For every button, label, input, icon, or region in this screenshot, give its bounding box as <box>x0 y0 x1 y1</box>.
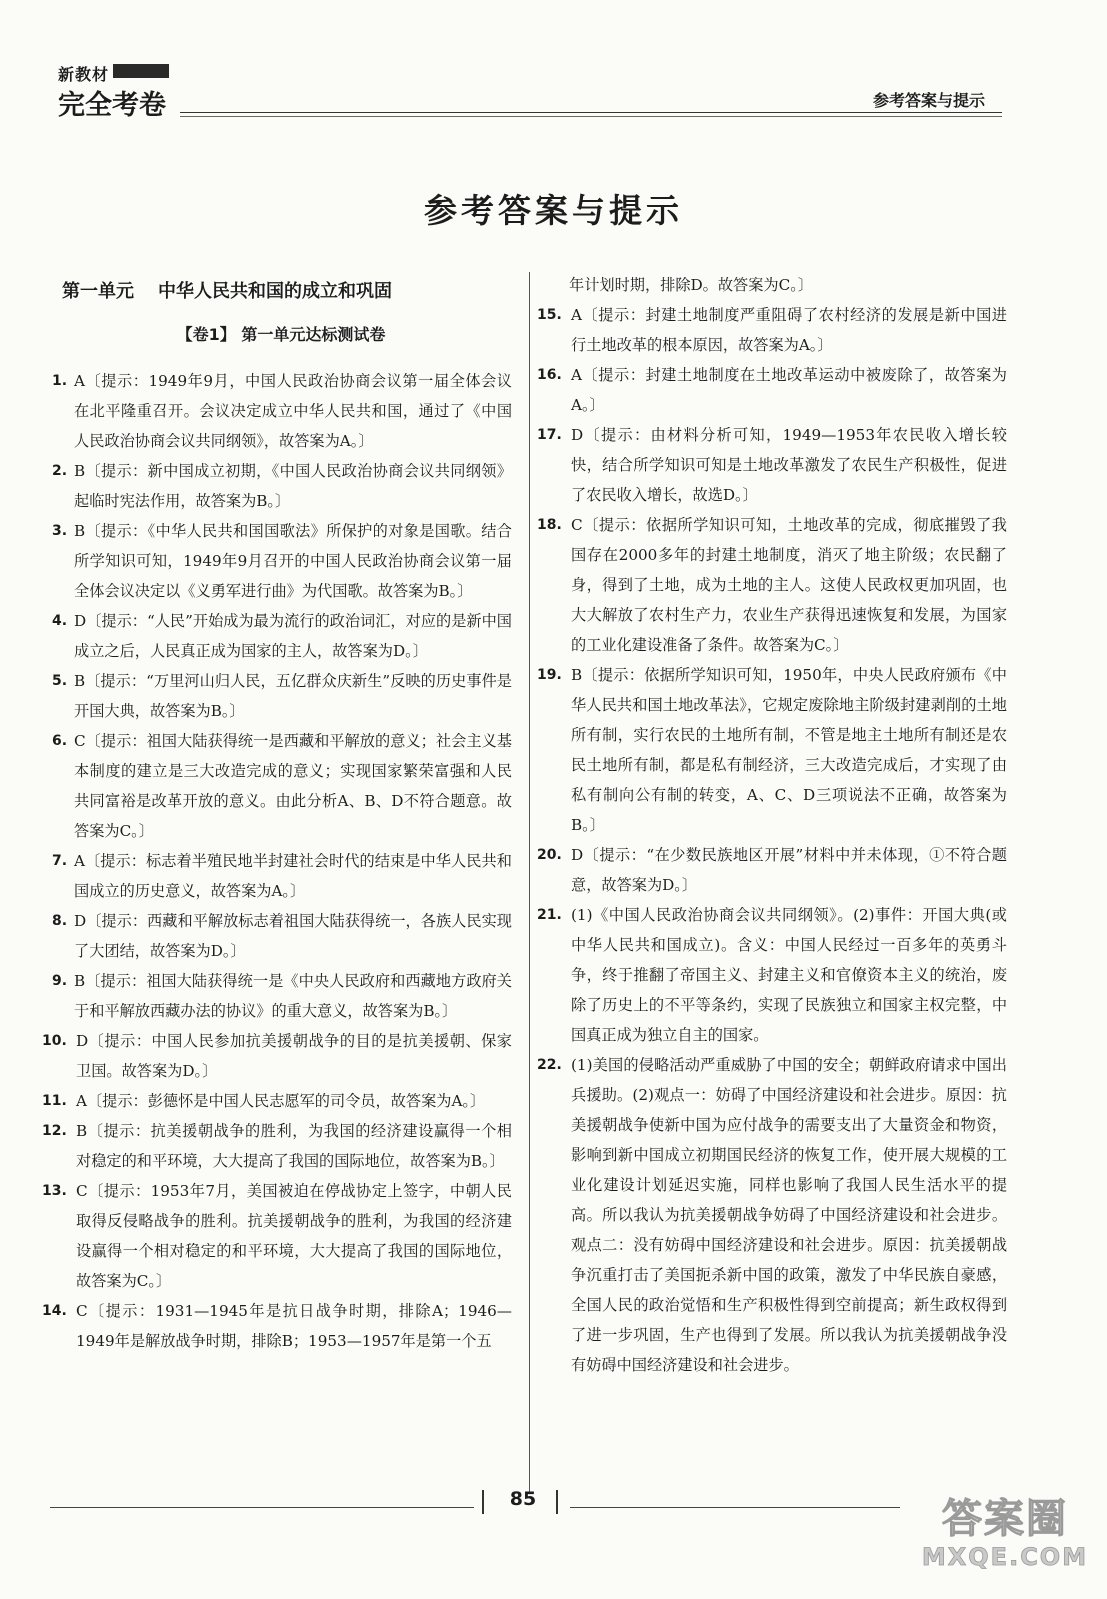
answer-item-18 <box>537 510 1007 660</box>
footer-bar-right <box>556 1490 558 1514</box>
item-number: 16. <box>537 367 562 383</box>
answer-item-19 <box>537 660 1007 840</box>
item-text: A〔提示：标志着半殖民地半封建社会时代的结束是中华人民共和国成立的历史意义，故答案为A。〕 <box>74 852 512 900</box>
item-text: B〔提示：祖国大陆获得统一是《中央人民政府和西藏地方政府关于和平解放西藏办法的协议》的重大意义，故答案为B。〕 <box>74 972 512 1020</box>
unit-label: 第一单元 <box>62 281 134 302</box>
item-text: C〔提示：祖国大陆获得统一是西藏和平解放的意义；社会主义基本制度的建立是三大改造完成的意义；实现国家繁荣富强和人民共同富裕是改革开放的意义。由此分析A、B、D不符合题意。故答案为C。〕 <box>74 732 512 840</box>
right-column <box>537 270 1007 1380</box>
answer-item-22 <box>537 1050 1007 1380</box>
answer-item-2 <box>50 456 512 516</box>
item-text: A〔提示：封建土地制度严重阻碍了农村经济的发展是新中国进行土地改革的根本原因，故答案为A。〕 <box>571 306 1007 354</box>
answer-item-15 <box>537 300 1007 360</box>
answer-item-21 <box>537 900 1007 1050</box>
watermark-sub-text: MXQE.COM <box>921 1543 1089 1571</box>
watermark-main-text: 答案圈 <box>942 1496 1068 1542</box>
item-number: 22. <box>537 1057 562 1073</box>
header-rule <box>180 112 1002 113</box>
item-text: B〔提示：新中国成立初期，《中国人民政治协商会议共同纲领》起临时宪法作用，故答案为B。〕 <box>74 462 512 510</box>
item-number: 3. <box>52 523 68 539</box>
item-number: 4. <box>52 613 68 629</box>
item-number: 5. <box>52 673 68 689</box>
brand-logo <box>58 62 169 122</box>
answer-item-16 <box>537 360 1007 420</box>
item-number: 10. <box>42 1033 67 1049</box>
item-number: 13. <box>42 1183 67 1199</box>
item-number: 11. <box>42 1093 67 1109</box>
answer-item-8 <box>50 906 512 966</box>
answer-item-12 <box>42 1116 512 1176</box>
brand-small-text: 新教材 <box>58 65 110 84</box>
answer-item-20 <box>537 840 1007 900</box>
answer-item-10 <box>42 1026 512 1086</box>
answer-item-13 <box>42 1176 512 1296</box>
header-rule-thin <box>180 116 1002 117</box>
running-header: 参考答案与提示 <box>872 91 985 110</box>
item-number: 17. <box>537 427 562 443</box>
item-text: C〔提示：1953年7月，美国被迫在停战协定上签字，中朝人民取得反侵略战争的胜利。抗美援朝战争的胜利，为我国的经济建设赢得一个相对稳定的和平环境，大大提高了我国的国际地位，故答案为C。〕 <box>76 1182 512 1290</box>
answer-item-3 <box>50 516 512 606</box>
item-number: 21. <box>537 907 562 923</box>
item-text: A〔提示：彭德怀是中国人民志愿军的司令员，故答案为A。〕 <box>76 1092 486 1110</box>
page-number: 85 <box>509 1488 537 1510</box>
item-text: D〔提示：“在少数民族地区开展”材料中并未体现，①不符合题意，故答案为D。〕 <box>571 846 1007 894</box>
item-number: 6. <box>52 733 68 749</box>
item-text: B〔提示：《中华人民共和国国歌法》所保护的对象是国歌。结合所学知识可知，1949年9月召开的中国人民政治协商会议第一届全体会议决定以《义勇军进行曲》为代国歌。故答案为B。〕 <box>74 522 512 600</box>
item-number: 12. <box>42 1123 67 1139</box>
item-text: C〔提示：1931—1945年是抗日战争时期，排除A；1946—1949年是解放战争时期，排除B；1953—1957年是第一个五 <box>76 1302 512 1350</box>
answer-item-4 <box>50 606 512 666</box>
answer-item-14-continuation: 年计划时期，排除D。故答案为C。〕 <box>569 276 814 294</box>
brand-tag-badge <box>113 64 169 78</box>
item-text: A〔提示：1949年9月，中国人民政治协商会议第一届全体会议在北平隆重召开。会议决定成立中华人民共和国，通过了《中国人民政治协商会议共同纲领》，故答案为A。〕 <box>74 372 512 450</box>
item-number: 7. <box>52 853 68 869</box>
watermark-logo <box>915 1495 1095 1591</box>
answer-item-6 <box>50 726 512 846</box>
footer-bar-left <box>482 1490 484 1514</box>
item-text: (1)美国的侵略活动严重威胁了中国的安全；朝鲜政府请求中国出兵援助。(2)观点一：妨碍了中国经济建设和社会进步。原因：抗美援朝战争使新中国为应付战争的需要支出了大量资金和物资，影响到新中国成立初期国民经济的恢复工作，使开展大规模的工业化建设计划延迟实施，同样也影响了我国人民生活水平的提高。所以我认为抗美援朝战争妨碍了中国经济建设和社会进步。观点二：没有妨碍中国经济建设和社会进步。原因：抗美援朝战争沉重打击了美国扼杀新中国的政策，激发了中华民族自豪感，全国人民的政治觉悟和生产积极性得到空前提高；新生政权得到了进一步巩固，生产也得到了发展。所以我认为抗美援朝战争没有妨碍中国经济建设和社会进步。 <box>571 1056 1007 1374</box>
answer-item-1 <box>50 366 512 456</box>
item-number: 18. <box>537 517 562 533</box>
item-number: 14. <box>42 1303 67 1319</box>
page-title: 参考答案与提示 <box>424 191 683 230</box>
answer-item-14 <box>42 1296 512 1356</box>
item-number: 8. <box>52 913 68 929</box>
item-text: B〔提示：抗美援朝战争的胜利，为我国的经济建设赢得一个相对稳定的和平环境，大大提高了我国的国际地位，故答案为B。〕 <box>76 1122 512 1170</box>
footer-rule-right <box>570 1507 900 1508</box>
item-number: 20. <box>537 847 562 863</box>
answer-item-7 <box>50 846 512 906</box>
item-number: 15. <box>537 307 562 323</box>
item-text: B〔提示：依据所学知识可知，1950年，中央人民政府颁布《中华人民共和国土地改革法》，它规定废除地主阶级封建剥削的土地所有制，实行农民的土地所有制，不管是地主土地所有制还是农民土地所有制，都是私有制经济，三大改造完成后，才实现了由私有制向公有制的转变，A、C、D三项说法不正确，故答案为B。〕 <box>571 666 1007 834</box>
item-number: 2. <box>52 463 68 479</box>
item-text: A〔提示：封建土地制度在土地改革运动中被废除了，故答案为A。〕 <box>571 366 1007 414</box>
unit-heading <box>62 276 512 308</box>
item-text: D〔提示：由材料分析可知，1949—1953年农民收入增长较快，结合所学知识可知是土地改革激发了农民生产积极性，促进了农民收入增长，故选D。〕 <box>571 426 1007 504</box>
answer-item-17 <box>537 420 1007 510</box>
column-divider <box>529 272 530 1492</box>
item-text: D〔提示：西藏和平解放标志着祖国大陆获得统一，各族人民实现了大团结，故答案为D。〕 <box>74 912 512 960</box>
item-number: 9. <box>52 973 68 989</box>
answer-item-5 <box>50 666 512 726</box>
footer-rule-left <box>50 1507 474 1508</box>
test-title: 【卷1】 第一单元达标测试卷 <box>176 325 386 344</box>
unit-title: 中华人民共和国的成立和巩固 <box>158 281 392 302</box>
left-column <box>42 270 512 1356</box>
item-number: 1. <box>52 373 68 389</box>
item-text: C〔提示：依据所学知识可知，土地改革的完成，彻底摧毁了我国存在2000多年的封建土地制度，消灭了地主阶级；农民翻了身，得到了土地，成为土地的主人。这使人民政权更加巩固，也大大解放了农村生产力，农业生产获得迅速恢复和发展，为国家的工业化建设准备了条件。故答案为C。〕 <box>571 516 1007 654</box>
item-text: D〔提示：中国人民参加抗美援朝战争的目的是抗美援朝、保家卫国。故答案为D。〕 <box>76 1032 512 1080</box>
item-text: B〔提示：“万里河山归人民，五亿群众庆新生”反映的历史事件是开国大典，故答案为B。〕 <box>74 672 512 720</box>
answer-item-9 <box>50 966 512 1026</box>
item-text: (1)《中国人民政治协商会议共同纲领》。(2)事件：开国大典(或中华人民共和国成立)。含义：中国人民经过一百多年的英勇斗争，终于推翻了帝国主义、封建主义和官僚资本主义的统治，废除了历史上的不平等条约，实现了民族独立和国家主权完整，中国真正成为独立自主的国家。 <box>571 906 1007 1044</box>
item-text: D〔提示：“人民”开始成为最为流行的政治词汇，对应的是新中国成立之后，人民真正成为国家的主人，故答案为D。〕 <box>74 612 512 660</box>
item-number: 19. <box>537 667 562 683</box>
brand-name: 完全考卷 <box>58 90 166 121</box>
answer-item-11 <box>42 1086 512 1116</box>
